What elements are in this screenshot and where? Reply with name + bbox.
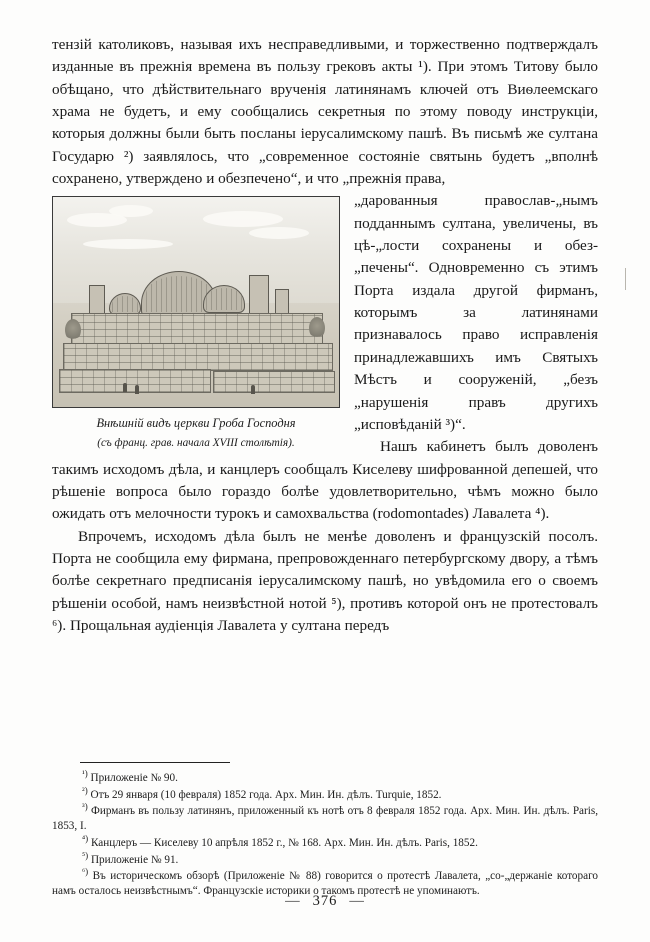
page-number-dash-left: — (285, 893, 301, 909)
figure-image (52, 196, 340, 408)
paragraph-3: Нашъ кабинетъ былъ доволенъ такимъ исходомъ дѣла, и канцлеръ сообщалъ Киселеву шифрованной депешей, что рѣшеніе вопроса было гораздо болѣе удовлетворительно, чѣмъ можно было ожидать отъ мелочности турокъ и самохвальства (rodomontades) Лавалета ⁴). (52, 438, 598, 523)
page-number-value: 376 (312, 893, 338, 909)
page-number-dash-right: — (349, 893, 365, 909)
figure-block (52, 196, 340, 451)
footnote-marker: ⁶) (82, 866, 89, 877)
cloud-shape (203, 211, 283, 227)
footnote-5 (52, 849, 598, 868)
footnote-text: Канцлеръ — Киселеву 10 апрѣля 1852 г., № 168. Арх. Мин. Ин. дѣлъ. Paris, 1852. (90, 836, 478, 849)
footnote-2 (52, 784, 598, 803)
figure-caption-sub: (съ франц. грав. начала XVIII столѣтія). (97, 437, 295, 450)
footnote-marker: ²) (82, 784, 88, 795)
paragraph-4: Впрочемъ, исходомъ дѣла былъ не менѣе доволенъ и французскій посолъ. Порта не сообщила ему фирмана, препровожденнаго петербургскому двору, а тѣмъ болѣе секретнаго предписанія іерусалимскому пашѣ, но увѣдомила его о своемъ рѣшеніи особой, намъ неизвѣстной нотой ⁵), противъ которой онъ не протестовалъ ⁶). Прощальная аудіенція Лавалета у султана передъ (52, 527, 598, 634)
footnote-marker: ⁵) (82, 849, 89, 860)
footnote-marker: ³) (82, 801, 88, 812)
paragraph-1: тензій католиковъ, называя ихъ несправедливыми, и торжественно подтверждалъ изданные въ прежнія времена въ пользу грековъ акты ¹). При этомъ Титову было обѣщано, что дѣйствительнаго врученія латинянамъ ключей отъ Виѳлеемскаго храма не будетъ, и ему сообщались секретныя по этому поводу инструкціи, которыя должны были быть посланы іерусалимскому пашѣ. Въ письмѣ же султана Государю ²) заявлялось, что „современное состояніе святынь будетъ „вполнѣ сохранено, утверждено и обезпечено“, и что „прежнія права, (52, 36, 598, 188)
page-edge-mark (625, 268, 626, 290)
upper-wall-shape (71, 313, 323, 345)
paragraph-2-wrapped: „дарованныя православ-„нымъ подданнымъ султана, увеличены, въ цѣ-„лости сохранены и обез-„печены“. Одновременно съ этимъ Порта издала другой фирманъ, которымъ за латинянами признавалось право исправленія принадлежавшихъ имъ Святыхъ Мѣстъ и сооруженій, „безъ „нарушенія правъ другихъ „исповѣданій ³)“. (354, 192, 598, 433)
figure-person (123, 383, 127, 392)
footnote-4 (52, 833, 598, 851)
page-body (52, 34, 598, 637)
small-dome-shape (109, 293, 141, 315)
footnote-3 (52, 801, 599, 834)
footnote-text: Приложеніе № 91. (90, 853, 179, 866)
footnote-marker: ⁴) (82, 833, 89, 844)
footnotes-section (52, 762, 598, 901)
footnote-divider (80, 762, 230, 763)
figure-person (135, 385, 139, 394)
footnote-text: Приложеніе № 90. (90, 772, 178, 784)
footnote-text: Въ историческомъ обзорѣ (Приложеніе № 88) говорится о протестѣ Лавалета, „со-„держаніе котораго намъ осталось неизвѣстнымъ“. Французскіе историки о такомъ протестѣ не упоминаютъ. (52, 870, 598, 898)
footnote-marker: ¹) (82, 768, 88, 779)
cloud-shape (83, 239, 173, 249)
footnote-1 (52, 768, 598, 786)
figure-caption-main: Внѣшній видъ церкви Гроба Господня (96, 416, 296, 431)
middle-wall-shape (63, 343, 333, 371)
cloud-shape (249, 227, 309, 239)
small-dome-shape (203, 285, 245, 313)
figure-person (251, 385, 255, 394)
lower-wall-shape (213, 371, 335, 393)
figure-caption (52, 415, 340, 451)
footnote-text: Фирманъ въ пользу латинянъ, приложенный къ нотѣ отъ 8 февраля 1852 года. Арх. Мин. Ин. дѣлъ. Paris, 1853, I. (52, 805, 599, 833)
footnote-text: Отъ 29 января (10 февраля) 1852 года. Арх. Мин. Ин. дѣлъ. Turquie, 1852. (90, 788, 442, 801)
page-number (0, 893, 650, 910)
